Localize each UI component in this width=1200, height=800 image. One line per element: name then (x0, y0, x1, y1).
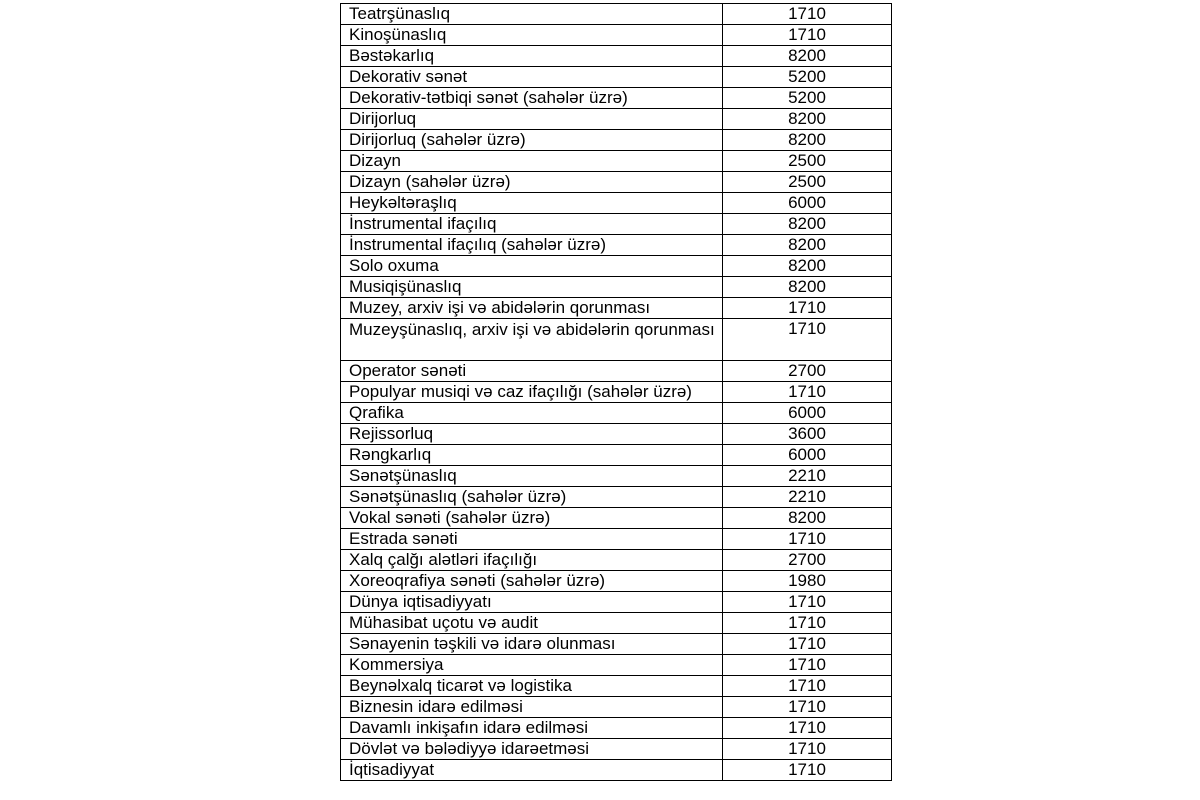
specialty-name: Sənayenin təşkili və idarə olunması (341, 634, 723, 655)
specialty-name: Dizayn (341, 151, 723, 172)
table-row (341, 550, 892, 571)
table-row (341, 634, 892, 655)
fee-amount: 1980 (723, 571, 892, 592)
specialty-name: Kommersiya (341, 655, 723, 676)
fee-amount: 1710 (723, 319, 892, 361)
table-body (341, 4, 892, 781)
table-row (341, 529, 892, 550)
fee-amount: 8200 (723, 46, 892, 67)
fee-amount: 2500 (723, 172, 892, 193)
specialty-name: Estrada sənəti (341, 529, 723, 550)
specialty-name: Xoreoqrafiya sənəti (sahələr üzrə) (341, 571, 723, 592)
specialty-name: Populyar musiqi və caz ifaçılığı (sahələr üzrə) (341, 382, 723, 403)
table-row (341, 67, 892, 88)
fee-amount: 3600 (723, 424, 892, 445)
specialty-name: Musiqişünaslıq (341, 277, 723, 298)
specialty-name: Rejissorluq (341, 424, 723, 445)
specialty-name: Xalq çalğı alətləri ifaçılığı (341, 550, 723, 571)
specialty-name: Dizayn (sahələr üzrə) (341, 172, 723, 193)
fee-amount: 2500 (723, 151, 892, 172)
specialty-name: Sənətşünaslıq (341, 466, 723, 487)
fee-amount: 1710 (723, 739, 892, 760)
table-row (341, 235, 892, 256)
table-row (341, 319, 892, 361)
specialty-name: Bəstəkarlıq (341, 46, 723, 67)
specialty-name: Operator sənəti (341, 361, 723, 382)
fee-amount: 8200 (723, 235, 892, 256)
fee-amount: 1710 (723, 676, 892, 697)
table-row (341, 25, 892, 46)
table-row (341, 508, 892, 529)
specialty-fee-table (340, 3, 892, 781)
specialty-name: Qrafika (341, 403, 723, 424)
specialty-name: Davamlı inkişafın idarə edilməsi (341, 718, 723, 739)
table-row (341, 256, 892, 277)
specialty-name: Heykəltəraşlıq (341, 193, 723, 214)
table-row (341, 424, 892, 445)
specialty-name: İnstrumental ifaçılıq (341, 214, 723, 235)
fee-amount: 1710 (723, 634, 892, 655)
fee-amount: 8200 (723, 130, 892, 151)
table-row (341, 151, 892, 172)
specialty-name: Dekorativ-tətbiqi sənət (sahələr üzrə) (341, 88, 723, 109)
table-row (341, 172, 892, 193)
table-row (341, 697, 892, 718)
fee-amount: 1710 (723, 25, 892, 46)
table-row (341, 466, 892, 487)
specialty-name: Dirijorluq (341, 109, 723, 130)
fee-amount: 1710 (723, 592, 892, 613)
specialty-name: Dirijorluq (sahələr üzrə) (341, 130, 723, 151)
table-row (341, 214, 892, 235)
specialty-name: Solo oxuma (341, 256, 723, 277)
table-row (341, 88, 892, 109)
fee-amount: 1710 (723, 718, 892, 739)
table-row (341, 487, 892, 508)
fee-amount: 1710 (723, 4, 892, 25)
fee-amount: 8200 (723, 214, 892, 235)
fee-amount: 8200 (723, 256, 892, 277)
table-row (341, 46, 892, 67)
fee-amount: 2700 (723, 361, 892, 382)
table-row (341, 109, 892, 130)
table-row (341, 4, 892, 25)
fee-amount: 1710 (723, 697, 892, 718)
fee-amount: 5200 (723, 88, 892, 109)
specialty-name: Teatrşünaslıq (341, 4, 723, 25)
fee-amount: 1710 (723, 760, 892, 781)
fee-amount: 1710 (723, 298, 892, 319)
table-row (341, 130, 892, 151)
table-row (341, 193, 892, 214)
fee-amount: 1710 (723, 382, 892, 403)
fee-amount: 6000 (723, 403, 892, 424)
table-row (341, 655, 892, 676)
fee-amount: 6000 (723, 193, 892, 214)
specialty-name: Biznesin idarə edilməsi (341, 697, 723, 718)
specialty-name: Sənətşünaslıq (sahələr üzrə) (341, 487, 723, 508)
fee-amount: 1710 (723, 529, 892, 550)
fee-amount: 6000 (723, 445, 892, 466)
specialty-name: Dünya iqtisadiyyatı (341, 592, 723, 613)
specialty-name: İnstrumental ifaçılıq (sahələr üzrə) (341, 235, 723, 256)
fee-amount: 1710 (723, 613, 892, 634)
specialty-name: Mühasibat uçotu və audit (341, 613, 723, 634)
specialty-name: Dekorativ sənət (341, 67, 723, 88)
specialty-name: Dövlət və bələdiyyə idarəetməsi (341, 739, 723, 760)
table-row (341, 382, 892, 403)
table-row (341, 760, 892, 781)
table-row (341, 445, 892, 466)
fee-amount: 2700 (723, 550, 892, 571)
specialty-name: İqtisadiyyat (341, 760, 723, 781)
table-row (341, 739, 892, 760)
table-row (341, 613, 892, 634)
fee-amount: 8200 (723, 109, 892, 130)
specialty-name: Muzey, arxiv işi və abidələrin qorunması (341, 298, 723, 319)
fee-amount: 5200 (723, 67, 892, 88)
fee-amount: 8200 (723, 277, 892, 298)
table-row (341, 277, 892, 298)
specialty-name: Vokal sənəti (sahələr üzrə) (341, 508, 723, 529)
table-row (341, 571, 892, 592)
specialty-name: Muzeyşünaslıq, arxiv işi və abidələrin qorunması (341, 319, 723, 361)
table-row (341, 676, 892, 697)
table-row (341, 403, 892, 424)
table-row (341, 592, 892, 613)
fee-amount: 1710 (723, 655, 892, 676)
specialty-name: Rəngkarlıq (341, 445, 723, 466)
specialty-name: Kinoşünaslıq (341, 25, 723, 46)
table-row (341, 718, 892, 739)
fee-amount: 2210 (723, 487, 892, 508)
fee-amount: 2210 (723, 466, 892, 487)
specialty-name: Beynəlxalq ticarət və logistika (341, 676, 723, 697)
fee-amount: 8200 (723, 508, 892, 529)
table-row (341, 298, 892, 319)
table-row (341, 361, 892, 382)
